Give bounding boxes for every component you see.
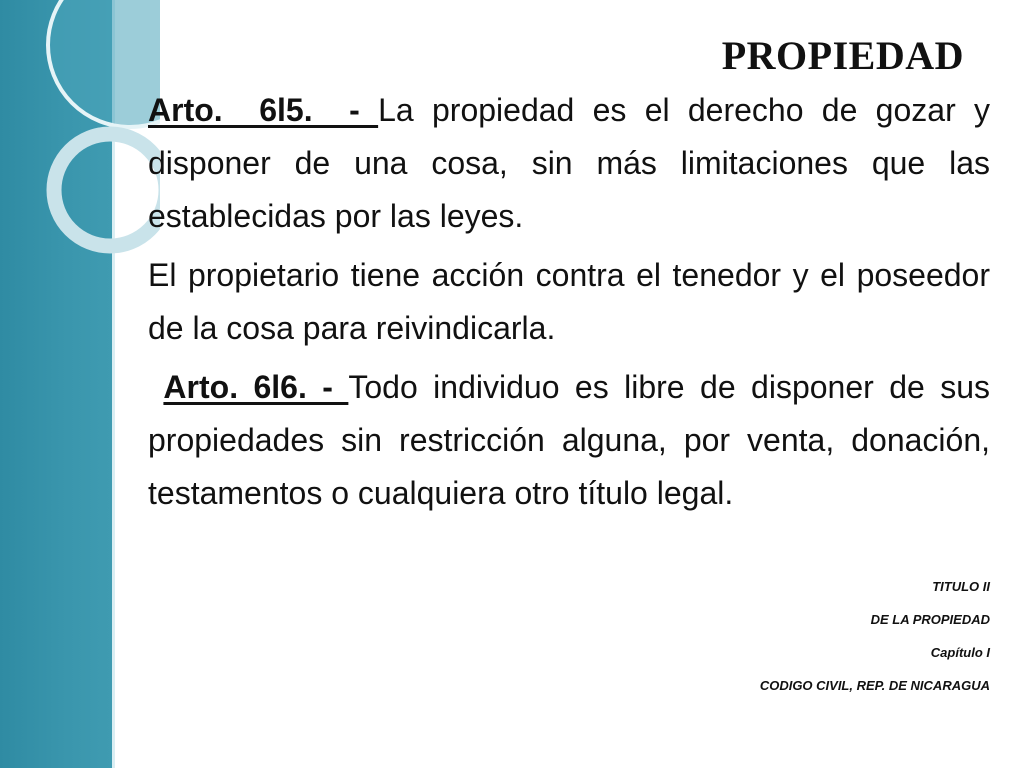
article-615-reference: Arto. 6l5. - (148, 92, 379, 128)
owner-action-text: El propietario tiene acción contra el tenedor y el poseedor de la cosa para reivindicarla. (148, 257, 990, 346)
decorative-rings (0, 0, 160, 300)
source-citation (760, 580, 990, 712)
slide-title: PROPIEDAD (721, 33, 964, 78)
decorative-ring-inner (54, 134, 160, 246)
article-615-text: La propiedad es el derecho de gozar y disponer de una cosa, sin más limitaciones que las establecidas por las leyes. (148, 92, 991, 234)
source-titulo: TITULO II (932, 579, 990, 594)
paragraph-owner-action (148, 249, 990, 355)
body-text (148, 84, 990, 526)
article-616-reference: Arto. 6l6. - (163, 369, 349, 405)
source-section: DE LA PROPIEDAD (870, 612, 990, 627)
article-616-text: Todo individuo es libre de disponer de sus propiedades sin restricción alguna, por venta, donación, testamentos o cualquiera otro título legal. (148, 369, 991, 511)
paragraph-article-615 (148, 84, 990, 243)
decorative-disc (48, 0, 160, 127)
source-chapter: Capítulo I (930, 645, 990, 660)
paragraph-article-616 (148, 361, 990, 520)
source-code: CODIGO CIVIL, REP. DE NICARAGUA (759, 678, 990, 693)
